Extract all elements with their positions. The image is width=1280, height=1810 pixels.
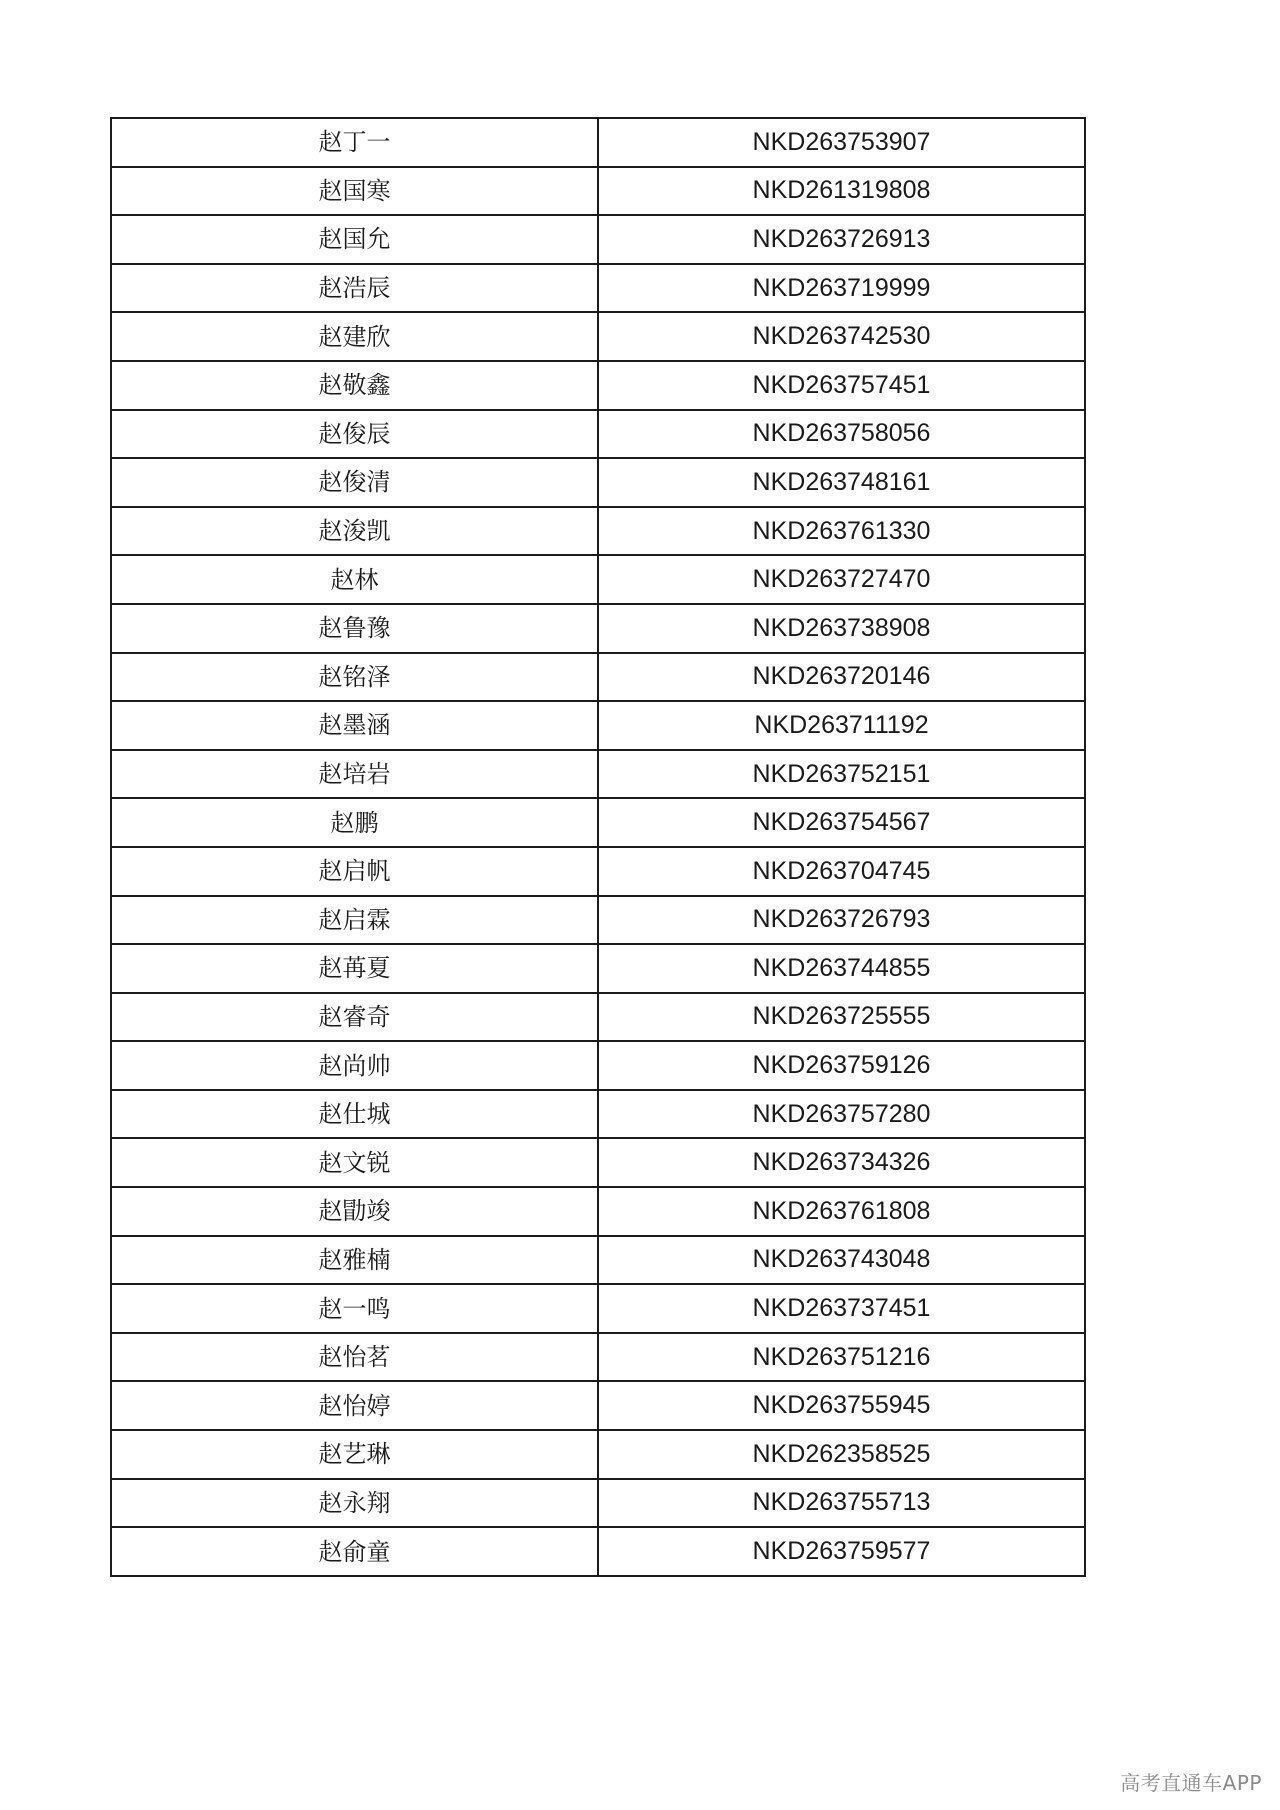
table-row — [111, 1090, 1085, 1139]
registration-id-cell: NKD263751216 — [598, 1333, 1085, 1382]
registration-id-cell: NKD263742530 — [598, 312, 1085, 361]
table-row — [111, 507, 1085, 556]
registration-id-cell: NKD263744855 — [598, 944, 1085, 993]
table-row — [111, 1187, 1085, 1236]
table-row — [111, 1138, 1085, 1187]
registration-id-cell: NKD263738908 — [598, 604, 1085, 653]
table-row — [111, 1333, 1085, 1382]
registration-id-cell: NKD263726793 — [598, 896, 1085, 945]
table-row — [111, 458, 1085, 507]
registration-id-cell: NKD262358525 — [598, 1430, 1085, 1479]
student-name-cell: 赵永翔 — [111, 1479, 598, 1528]
table-row — [111, 896, 1085, 945]
registration-id-cell: NKD263753907 — [598, 118, 1085, 167]
registration-id-cell: NKD263757280 — [598, 1090, 1085, 1139]
student-name-cell: 赵睿奇 — [111, 993, 598, 1042]
table-row — [111, 847, 1085, 896]
registration-id-cell: NKD263757451 — [598, 361, 1085, 410]
table-row — [111, 993, 1085, 1042]
table-row — [111, 312, 1085, 361]
student-name-cell: 赵苒夏 — [111, 944, 598, 993]
table-row — [111, 1284, 1085, 1333]
table-row — [111, 215, 1085, 264]
registration-id-cell: NKD263755713 — [598, 1479, 1085, 1528]
registration-id-cell: NKD263743048 — [598, 1236, 1085, 1285]
table-row — [111, 410, 1085, 459]
table-row — [111, 555, 1085, 604]
student-name-cell: 赵怡茗 — [111, 1333, 598, 1382]
table-row — [111, 798, 1085, 847]
registration-id-cell: NKD263759126 — [598, 1041, 1085, 1090]
table-row — [111, 701, 1085, 750]
table-row — [111, 167, 1085, 216]
table-row — [111, 1479, 1085, 1528]
table-row — [111, 118, 1085, 167]
student-name-cell: 赵浩辰 — [111, 264, 598, 313]
table-row — [111, 264, 1085, 313]
student-name-cell: 赵鲁豫 — [111, 604, 598, 653]
registration-id-cell: NKD263748161 — [598, 458, 1085, 507]
registration-id-cell: NKD263704745 — [598, 847, 1085, 896]
table-row — [111, 604, 1085, 653]
registration-id-cell: NKD263752151 — [598, 750, 1085, 799]
watermark-text: 高考直通车APP — [1120, 1771, 1262, 1795]
student-name-cell: 赵怡婷 — [111, 1381, 598, 1430]
table-row — [111, 1041, 1085, 1090]
roster-table — [110, 117, 1086, 1577]
student-name-cell: 赵林 — [111, 555, 598, 604]
student-name-cell: 赵俊清 — [111, 458, 598, 507]
table-row — [111, 1430, 1085, 1479]
student-name-cell: 赵鹏 — [111, 798, 598, 847]
registration-id-cell: NKD263755945 — [598, 1381, 1085, 1430]
student-name-cell: 赵启霖 — [111, 896, 598, 945]
registration-id-cell: NKD261319808 — [598, 167, 1085, 216]
registration-id-cell: NKD263761330 — [598, 507, 1085, 556]
student-name-cell: 赵仕城 — [111, 1090, 598, 1139]
student-name-cell: 赵敬鑫 — [111, 361, 598, 410]
student-name-cell: 赵浚凯 — [111, 507, 598, 556]
student-name-cell: 赵墨涵 — [111, 701, 598, 750]
student-name-cell: 赵启帆 — [111, 847, 598, 896]
table-row — [111, 1527, 1085, 1576]
registration-id-cell: NKD263719999 — [598, 264, 1085, 313]
table-row — [111, 1236, 1085, 1285]
registration-id-cell: NKD263734326 — [598, 1138, 1085, 1187]
registration-id-cell: NKD263711192 — [598, 701, 1085, 750]
registration-id-cell: NKD263727470 — [598, 555, 1085, 604]
student-name-cell: 赵丁一 — [111, 118, 598, 167]
student-name-cell: 赵一鸣 — [111, 1284, 598, 1333]
student-name-cell: 赵文锐 — [111, 1138, 598, 1187]
table-row — [111, 361, 1085, 410]
registration-id-cell: NKD263720146 — [598, 653, 1085, 702]
student-name-cell: 赵艺琳 — [111, 1430, 598, 1479]
table-row — [111, 1381, 1085, 1430]
registration-id-cell: NKD263761808 — [598, 1187, 1085, 1236]
student-name-cell: 赵俊辰 — [111, 410, 598, 459]
student-name-cell: 赵尚帅 — [111, 1041, 598, 1090]
registration-id-cell: NKD263726913 — [598, 215, 1085, 264]
roster-table-body — [111, 118, 1085, 1576]
student-name-cell: 赵国寒 — [111, 167, 598, 216]
student-name-cell: 赵勖竣 — [111, 1187, 598, 1236]
student-name-cell: 赵建欣 — [111, 312, 598, 361]
student-name-cell: 赵培岩 — [111, 750, 598, 799]
student-name-cell: 赵俞童 — [111, 1527, 598, 1576]
table-row — [111, 653, 1085, 702]
registration-id-cell: NKD263758056 — [598, 410, 1085, 459]
table-row — [111, 750, 1085, 799]
registration-id-cell: NKD263737451 — [598, 1284, 1085, 1333]
registration-id-cell: NKD263754567 — [598, 798, 1085, 847]
student-name-cell: 赵国允 — [111, 215, 598, 264]
table-row — [111, 944, 1085, 993]
registration-id-cell: NKD263759577 — [598, 1527, 1085, 1576]
registration-id-cell: NKD263725555 — [598, 993, 1085, 1042]
student-name-cell: 赵雅楠 — [111, 1236, 598, 1285]
student-name-cell: 赵铭泽 — [111, 653, 598, 702]
